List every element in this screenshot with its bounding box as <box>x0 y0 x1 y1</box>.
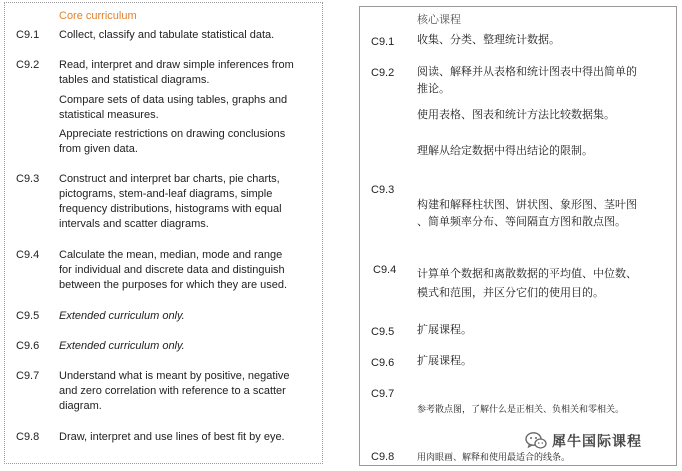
right-code-c9-2: C9.2 <box>371 67 395 79</box>
right-desc-c9-6: 扩展课程。 <box>417 355 472 367</box>
left-desc-restrictions-line1: Appreciate restrictions on drawing conclusions <box>59 128 286 140</box>
left-desc-c9-7-line2: and zero correlation with reference to a scatter <box>59 385 286 397</box>
watermark <box>525 431 642 451</box>
left-desc-c9-7-line1: Understand what is meant by positive, negative <box>59 370 290 382</box>
left-code-c9-7: C9.7 <box>16 370 40 382</box>
left-desc-c9-4-line2: for individual and discrete data and distinguish <box>59 264 285 276</box>
wechat-icon <box>525 431 547 451</box>
left-code-c9-8: C9.8 <box>16 431 40 443</box>
right-desc-compare: 使用表格、图表和统计方法比较数据集。 <box>417 109 615 121</box>
right-desc-c9-5: 扩展课程。 <box>417 324 472 336</box>
left-code-c9-2: C9.2 <box>16 59 40 71</box>
right-code-c9-5: C9.5 <box>371 326 395 338</box>
right-code-c9-8: C9.8 <box>371 451 395 463</box>
right-header: 核心课程 <box>417 14 461 26</box>
left-desc-c9-7-line3: diagram. <box>59 400 102 412</box>
left-desc-c9-4-line1: Calculate the mean, median, mode and range <box>59 249 283 261</box>
left-code-c9-6: C9.6 <box>16 340 40 352</box>
right-code-c9-3: C9.3 <box>371 184 395 196</box>
left-desc-c9-4-line3: between the purposes for which they are used. <box>59 279 288 291</box>
right-desc-c9-7: 参考散点图，了解什么是正相关、负相关和零相关。 <box>417 404 625 414</box>
left-desc-c9-3-line2: pictograms, stem-and-leaf diagrams, simple <box>59 188 273 200</box>
right-code-c9-7: C9.7 <box>371 388 395 400</box>
left-desc-c9-2-line2: tables and statistical diagrams. <box>59 74 210 86</box>
left-desc-c9-6: Extended curriculum only. <box>59 340 185 352</box>
right-code-c9-1: C9.1 <box>371 36 395 48</box>
left-desc-c9-8: Draw, interpret and use lines of best fit by eye. <box>59 431 285 443</box>
left-desc-compare-line2: statistical measures. <box>59 109 159 121</box>
left-code-c9-1: C9.1 <box>16 29 40 41</box>
watermark-text: 犀牛国际课程 <box>552 433 642 449</box>
right-desc-c9-3-line1: 构建和解释柱状图、饼状图、象形图、茎叶图 <box>417 199 637 211</box>
left-desc-c9-2-line1: Read, interpret and draw simple inferences from <box>59 59 294 71</box>
right-code-c9-4: C9.4 <box>373 264 397 276</box>
left-code-c9-4: C9.4 <box>16 249 40 261</box>
left-desc-c9-1: Collect, classify and tabulate statistical data. <box>59 29 275 41</box>
left-desc-c9-3-line4: intervals and scatter diagrams. <box>59 218 209 230</box>
right-code-c9-6: C9.6 <box>371 357 395 369</box>
left-desc-c9-3-line3: frequency distributions, histograms with equal <box>59 203 282 215</box>
left-desc-compare-line1: Compare sets of data using tables, graphs and <box>59 94 288 106</box>
right-desc-restrictions: 理解从给定数据中得出结论的限制。 <box>417 145 593 157</box>
right-desc-c9-8: 用肉眼画、解释和使用最适合的线条。 <box>417 452 571 462</box>
right-desc-c9-1: 收集、分类、整理统计数据。 <box>417 34 560 46</box>
left-desc-c9-5: Extended curriculum only. <box>59 310 185 322</box>
right-desc-c9-4-line1: 计算单个数据和离散数据的平均值、中位数、 <box>417 268 637 280</box>
right-desc-c9-2-line1: 阅读、解释并从表格和统计图表中得出简单的 <box>417 66 637 78</box>
right-desc-c9-2-line2: 推论。 <box>417 83 450 95</box>
right-desc-c9-3-line2: 、简单频率分布、等间隔直方图和散点图。 <box>417 216 626 228</box>
left-header: Core curriculum <box>59 10 137 22</box>
left-code-c9-3: C9.3 <box>16 173 40 185</box>
left-desc-restrictions-line2: from given data. <box>59 143 138 155</box>
right-desc-c9-4-line2: 模式和范围，并区分它们的使用目的。 <box>417 287 604 299</box>
left-code-c9-5: C9.5 <box>16 310 40 322</box>
left-desc-c9-3-line1: Construct and interpret bar charts, pie charts, <box>59 173 280 185</box>
